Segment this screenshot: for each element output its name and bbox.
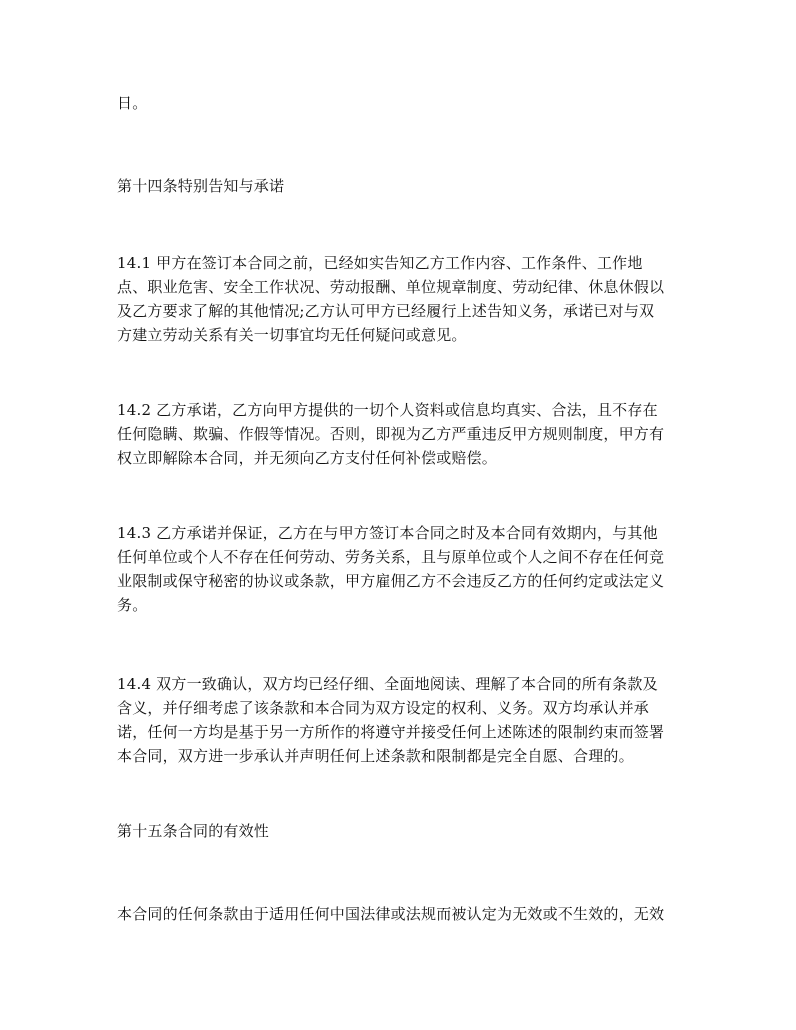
- article-15-text: [117, 902, 691, 926]
- heading-text: 第十四条特别告知与承诺: [117, 177, 285, 195]
- fragment-top: [117, 91, 691, 115]
- text-line: 14.4 双方一致确认，双方均已经仔细、全面地阅读、理解了本合同的所有条款及: [117, 675, 658, 693]
- article-14-heading: [117, 174, 691, 198]
- article-15-heading: [117, 819, 691, 843]
- text-line: 14.3 乙方承诺并保证，乙方在与甲方签订本合同之时及本合同有效期内，与其他: [117, 524, 658, 542]
- clause-14-1: [117, 251, 691, 347]
- text-line: 方建立劳动关系有关一切事宜均无任何疑问或意见。: [117, 326, 467, 344]
- text-line: 权立即解除本合同，并无须向乙方支付任何补偿或赔偿。: [117, 449, 498, 467]
- text-line: 业限制或保守秘密的协议或条款，甲方雇佣乙方不会违反乙方的任何约定或法定义: [117, 572, 665, 590]
- text-line: 日。: [117, 94, 148, 112]
- text-line: 及乙方要求了解的其他情况;乙方认可甲方已经履行上述告知义务，承诺已对与双: [117, 302, 655, 320]
- clause-14-3: [117, 521, 691, 617]
- heading-text: 第十五条合同的有效性: [117, 822, 270, 840]
- text-line: 任何单位或个人不存在任何劳动、劳务关系，且与原单位或个人之间不存在任何竞: [117, 548, 665, 566]
- text-line: 本合同的任何条款由于适用任何中国法律或法规而被认定为无效或不生效的，无效: [117, 905, 665, 923]
- text-line: 务。: [117, 596, 148, 614]
- text-line: 14.2 乙方承诺，乙方向甲方提供的一切个人资料或信息均真实、合法，且不存在: [117, 401, 658, 419]
- text-line: 诺，任何一方均是基于另一方所作的将遵守并接受任何上述陈述的限制约束而签署: [117, 723, 665, 741]
- clause-14-4: [117, 672, 691, 768]
- text-line: 含义，并仔细考虑了该条款和本合同为双方设定的权利、义务。双方均承认并承: [117, 699, 650, 717]
- text-line: 点、职业危害、安全工作状况、劳动报酬、单位规章制度、劳动纪律、休息休假以: [117, 278, 665, 296]
- text-line: 14.1 甲方在签订本合同之前，已经如实告知乙方工作内容、工作条件、工作地: [117, 254, 643, 272]
- clause-14-2: [117, 398, 691, 470]
- text-line: 任何隐瞒、欺骗、作假等情况。否则，即视为乙方严重违反甲方规则制度，甲方有: [117, 425, 665, 443]
- text-line: 本合同，双方进一步承认并声明任何上述条款和限制都是完全自愿、合理的。: [117, 747, 634, 765]
